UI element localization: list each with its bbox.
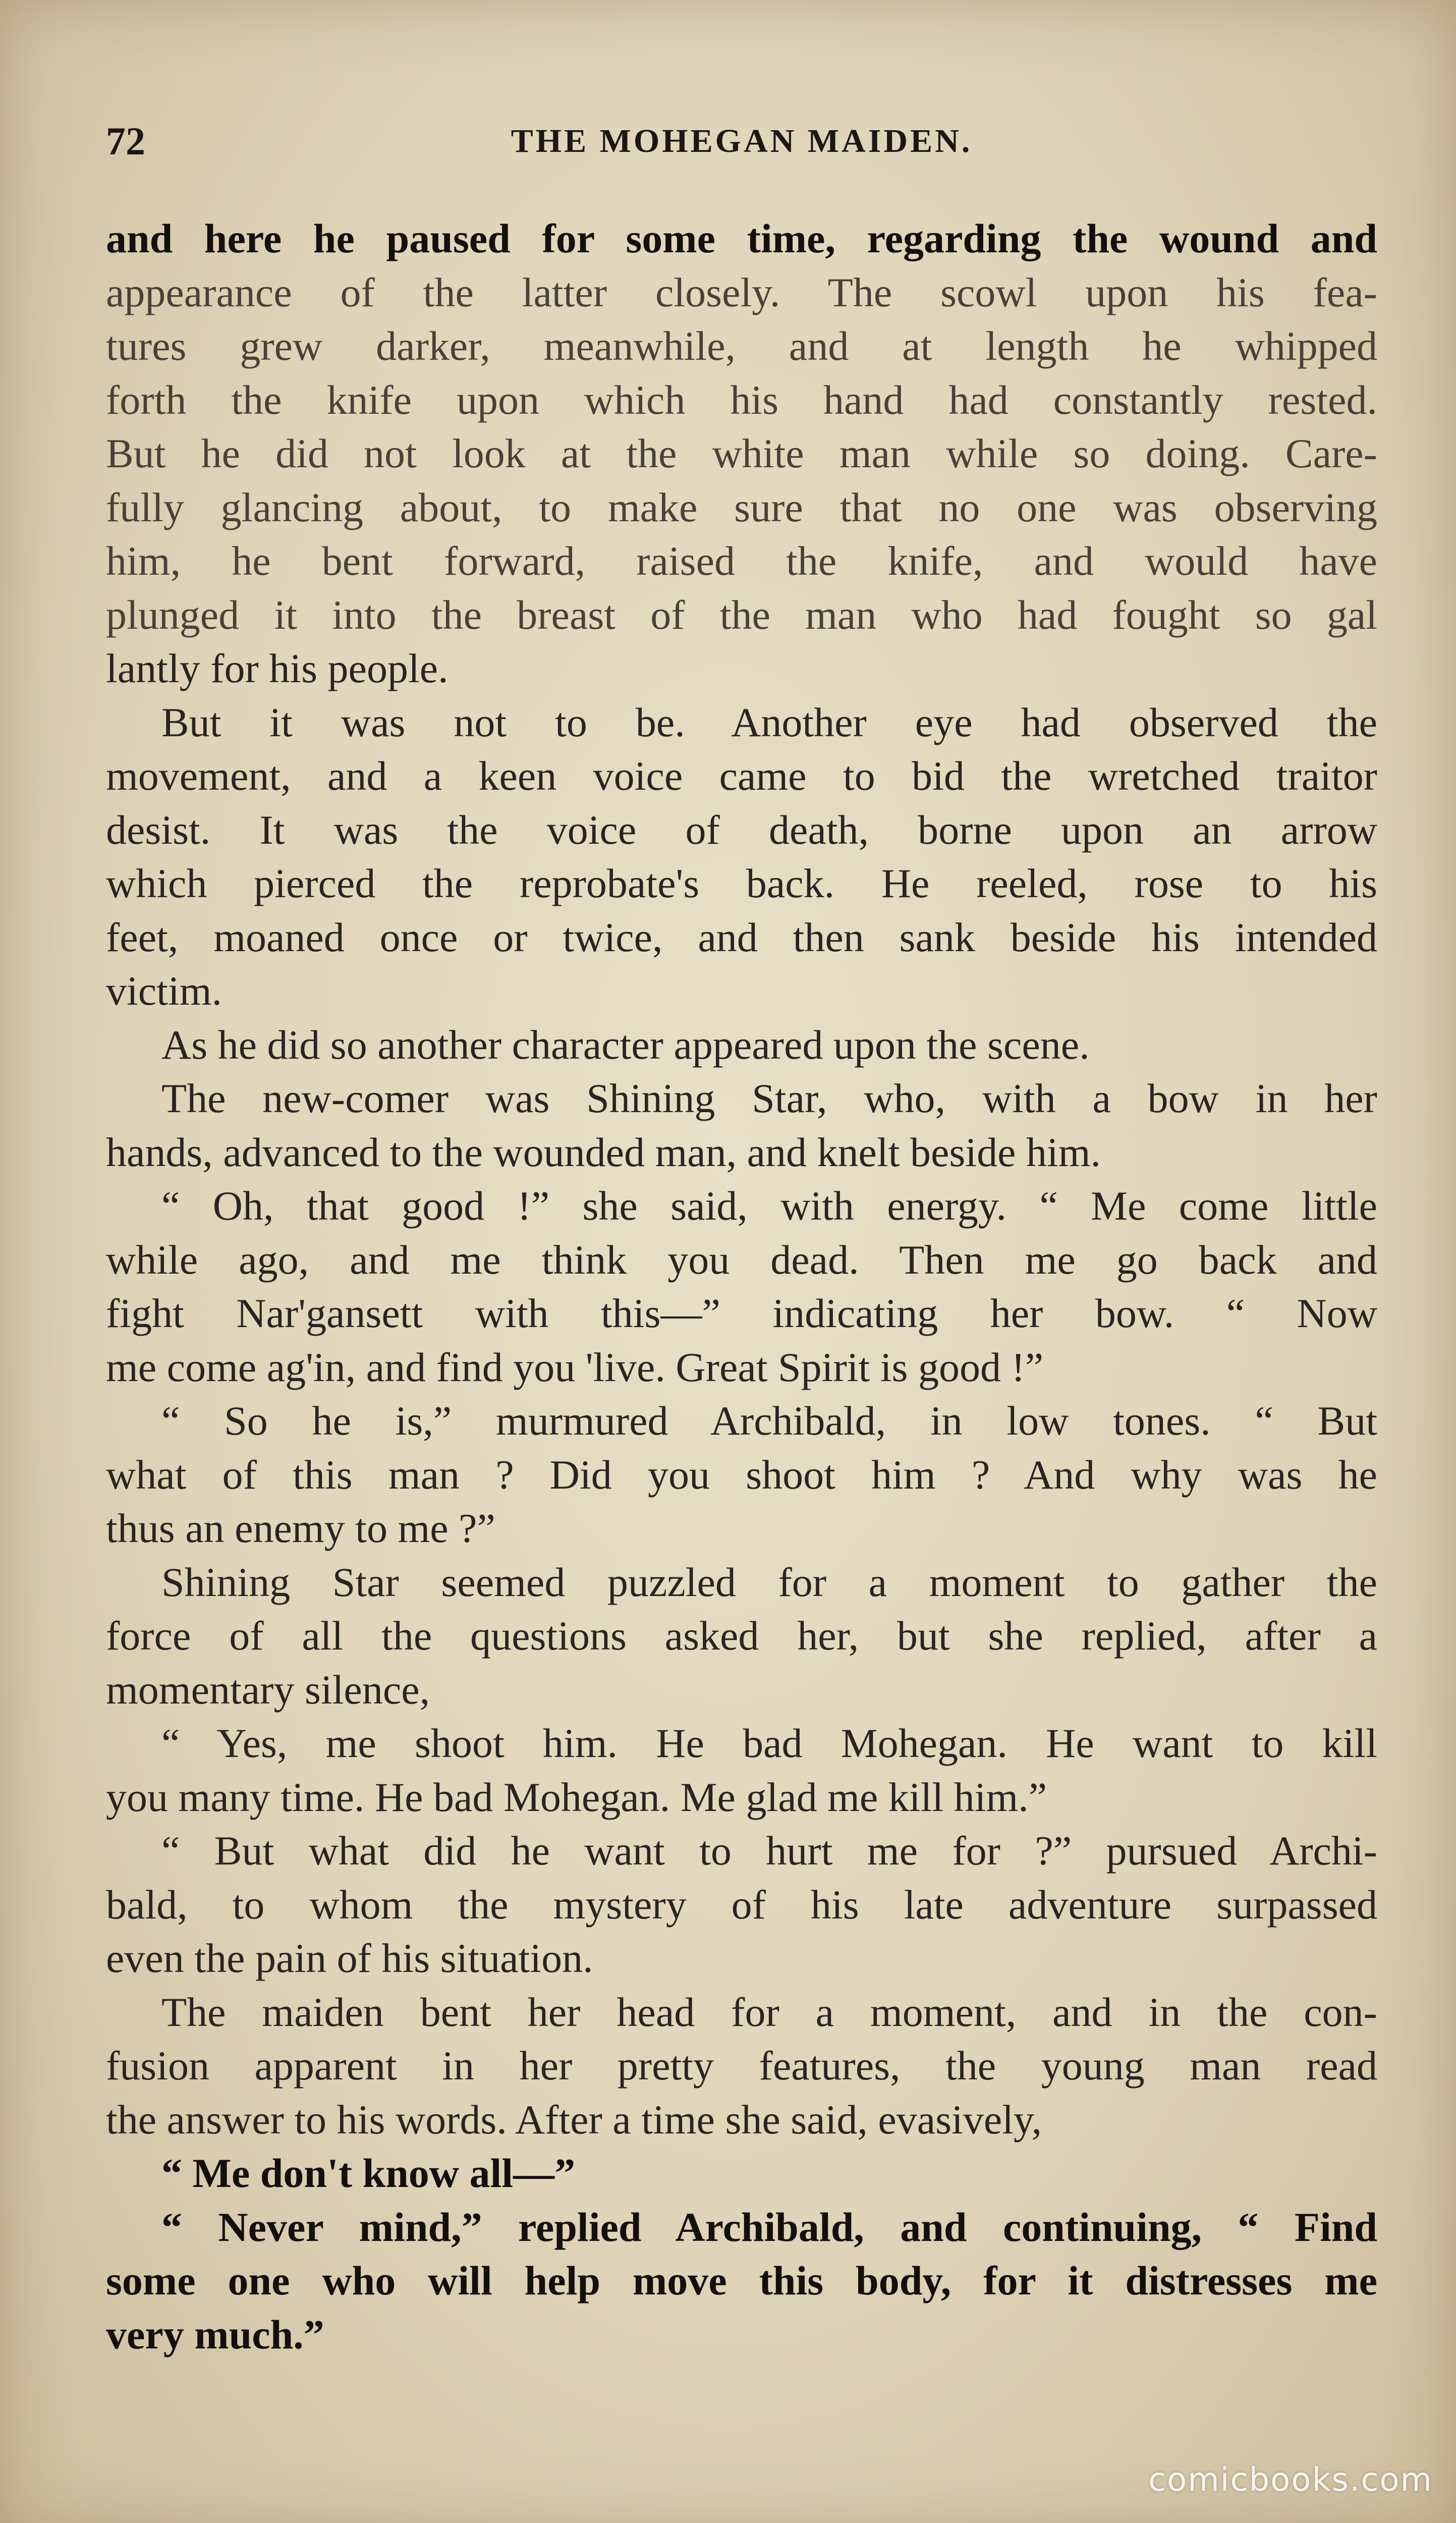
text-line: momentary silence, (106, 1666, 430, 1713)
text-line: plunged it into the breast of the man who had fought so gal (106, 591, 1377, 638)
text-line: me come ag'in, and find you 'live. Great Spirit is good !” (106, 1344, 1044, 1390)
text-line: force of all the questions asked her, but she replied, after a (106, 1613, 1377, 1659)
text-line: very much.” (106, 2311, 324, 2357)
text-line: feet, moaned once or twice, and then sank beside his intended (106, 914, 1377, 960)
text-line: “ Never mind,” replied Archibald, and continuing, “ Find (161, 2204, 1377, 2250)
text-line: fully glancing about, to make sure that no one was observing (106, 484, 1377, 530)
text-line: what of this man ? Did you shoot him ? And why was he (106, 1451, 1377, 1498)
text-line: lantly for his people. (106, 645, 449, 691)
text-line: “ Yes, me shoot him. He bad Mohegan. He want to kill (161, 1720, 1377, 1766)
text-line: fight Nar'gansett with this—” indicating her bow. “ Now (106, 1290, 1377, 1336)
text-line: victim. (106, 968, 222, 1014)
text-line: “ Me don't know all—” (161, 2150, 576, 2196)
text-line: the answer to his words. After a time she said, evasively, (106, 2096, 1042, 2143)
body-text (106, 212, 1377, 2362)
text-line: appearance of the latter closely. The scowl upon his fea- (106, 269, 1377, 315)
text-line: The maiden bent her head for a moment, and in the con- (161, 1989, 1377, 2035)
running-head (106, 114, 1377, 169)
text-line: movement, and a keen voice came to bid the wretched traitor (106, 753, 1377, 799)
page-number: 72 (106, 119, 145, 163)
book-title: THE MOHEGAN MAIDEN. (511, 123, 973, 159)
text-line: him, he bent forward, raised the knife, and would have (106, 538, 1377, 584)
text-line: bald, to whom the mystery of his late adventure surpassed (106, 1881, 1377, 1928)
text-line: and here he paused for some time, regarding the wound and (106, 215, 1377, 261)
text-line: tures grew darker, meanwhile, and at length he whipped (106, 323, 1377, 369)
text-line: The new-comer was Shining Star, who, with a bow in her (161, 1075, 1377, 1121)
text-line: fusion apparent in her pretty features, the young man read (106, 2043, 1377, 2089)
text-line: desist. It was the voice of death, borne upon an arrow (106, 806, 1377, 853)
text-line: But it was not to be. Another eye had observed the (161, 699, 1377, 745)
text-line: while ago, and me think you dead. Then me go back and (106, 1236, 1377, 1283)
text-line: “ But what did he want to hurt me for ?” pursued Archi- (161, 1828, 1377, 1874)
site-watermark: comicbooks.com (1148, 2461, 1433, 2499)
text-line: But he did not look at the white man while so doing. Care- (106, 430, 1377, 476)
text-line: As he did so another character appeared upon the scene. (161, 1021, 1090, 1068)
text-line: even the pain of his situation. (106, 1935, 593, 1981)
text-line: “ Oh, that good !” she said, with energy. “ Me come little (161, 1183, 1377, 1229)
text-line: forth the knife upon which his hand had constantly rested. (106, 376, 1377, 423)
text-line: you many time. He bad Mohegan. Me glad me kill him.” (106, 1774, 1047, 1820)
text-line: some one who will help move this body, for it distresses me (106, 2258, 1377, 2303)
text-line: which pierced the reprobate's back. He reeled, rose to his (106, 860, 1377, 906)
text-line: hands, advanced to the wounded man, and knelt beside him. (106, 1129, 1101, 1175)
text-line: thus an enemy to me ?” (106, 1505, 495, 1551)
text-line: “ So he is,” murmured Archibald, in low tones. “ But (161, 1398, 1377, 1444)
text-line: Shining Star seemed puzzled for a moment to gather the (161, 1559, 1377, 1605)
